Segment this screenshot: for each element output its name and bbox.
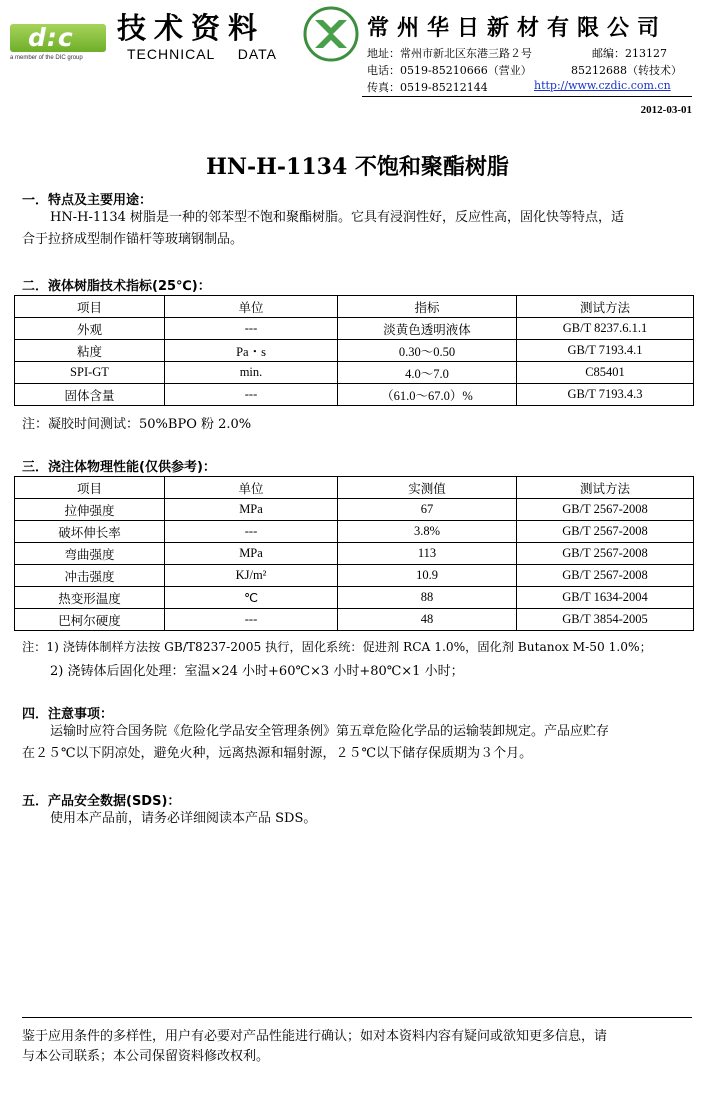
- table-cell: 弯曲强度: [15, 543, 165, 565]
- section5-text-line1: 使用本产品前，请务必详细阅读本产品 SDS。: [50, 811, 317, 826]
- doc-type-en: TECHNICAL DATA: [127, 46, 277, 62]
- section4-text-line1: 运输时应符合国务院《危险化学品安全管理条例》第五章危险化学品的运输装卸规定。产品应贮存: [50, 724, 610, 739]
- table-row: [15, 587, 694, 609]
- product-title: HN-H-1134 不饱和聚酯树脂: [206, 154, 509, 180]
- doc-type-cn: 技术资料: [117, 11, 266, 45]
- table-cell: KJ/m²: [165, 565, 338, 587]
- table-cell: 67: [338, 499, 517, 521]
- table-cell: ---: [165, 521, 338, 543]
- table-header-cell: 指标: [338, 296, 517, 318]
- table-cell: 冲击强度: [15, 565, 165, 587]
- table-cell: 固体含量: [15, 384, 165, 406]
- table-cell: GB/T 2567-2008: [517, 521, 694, 543]
- table-cell: GB/T 7193.4.3: [517, 384, 694, 406]
- company-address: 地址：常州市新北区东港三路２号: [367, 47, 532, 60]
- company-postcode: 邮编：213127: [592, 47, 667, 60]
- table-cell: GB/T 8237.6.1.1: [517, 318, 694, 340]
- table-row: [15, 499, 694, 521]
- table-cell: 热变形温度: [15, 587, 165, 609]
- footer-disclaimer-line1: 鉴于应用条件的多样性，用户有必要对产品性能进行确认；如对本资料内容有疑问或欲知更多信息，请: [22, 1029, 608, 1044]
- footer-divider: [22, 1017, 692, 1018]
- table-row: [15, 565, 694, 587]
- table-cell: Pa・s: [165, 340, 338, 362]
- table-row: [15, 362, 694, 384]
- table-cell: （61.0～67.0）%: [338, 384, 517, 406]
- section4-heading: 四．注意事项：: [22, 707, 114, 722]
- table-cell: 4.0～7.0: [338, 362, 517, 384]
- dic-logo-text: d:c: [28, 23, 74, 52]
- table-cell: 破坏伸长率: [15, 521, 165, 543]
- section2-note: 注：凝胶时间测试：50%BPO 粉 2.0%: [22, 417, 252, 432]
- table-header-cell: 项目: [15, 296, 165, 318]
- table-cell: 88: [338, 587, 517, 609]
- table-cell: 3.8%: [338, 521, 517, 543]
- table-cell: 外观: [15, 318, 165, 340]
- table-cell: ---: [165, 318, 338, 340]
- casting-properties-table: [14, 476, 694, 631]
- logo-tagline: a member of the DIC group: [10, 55, 83, 61]
- table-cell: MPa: [165, 543, 338, 565]
- header-divider: [362, 96, 692, 97]
- section2-heading: 二．液体树脂技术指标(25℃)：: [22, 279, 211, 294]
- section3-note2: 2) 浇铸体后固化处理：室温×24 小时+60℃×3 小时+80℃×1 小时；: [50, 664, 464, 679]
- table-row: [15, 521, 694, 543]
- table-cell: 10.9: [338, 565, 517, 587]
- table-row: [15, 384, 694, 406]
- company-phone: 电话：0519-85210666（营业）: [367, 64, 532, 77]
- table-cell: GB/T 2567-2008: [517, 543, 694, 565]
- table-header-row: [15, 296, 694, 318]
- document-date: 2012-03-01: [640, 104, 692, 116]
- table-cell: ℃: [165, 587, 338, 609]
- company-phone-tech: 85212688（转技术）: [571, 64, 682, 77]
- section1-heading: 一．特点及主要用途：: [22, 193, 153, 208]
- table-cell: ---: [165, 384, 338, 406]
- table-cell: GB/T 1634-2004: [517, 587, 694, 609]
- liquid-resin-spec-table: [14, 295, 694, 406]
- section3-heading: 三．浇注体物理性能(仅供参考)：: [22, 460, 216, 475]
- table-cell: 48: [338, 609, 517, 631]
- table-cell: MPa: [165, 499, 338, 521]
- table-cell: 淡黄色透明液体: [338, 318, 517, 340]
- table-cell: 粘度: [15, 340, 165, 362]
- section1-text-line1: HN-H-1134 树脂是一种的邻苯型不饱和聚酯树脂。它具有浸润性好，反应性高，固化快等特点，适: [50, 210, 625, 225]
- table-row: [15, 543, 694, 565]
- table-header-row: [15, 477, 694, 499]
- table-cell: GB/T 2567-2008: [517, 499, 694, 521]
- table-cell: 0.30～0.50: [338, 340, 517, 362]
- section1-text-line2: 合于拉挤成型制作锚杆等玻璃钢制品。: [22, 232, 244, 247]
- table-cell: C85401: [517, 362, 694, 384]
- company-emblem-icon: [303, 6, 359, 62]
- table-row: [15, 609, 694, 631]
- table-cell: ---: [165, 609, 338, 631]
- section4-text-line2: 在２５℃以下阴凉处，避免火种，远离热源和辐射源，２５℃以下储存保质期为３个月。: [22, 746, 533, 761]
- table-row: [15, 318, 694, 340]
- table-header-cell: 单位: [165, 477, 338, 499]
- table-cell: 巴柯尔硬度: [15, 609, 165, 631]
- table-cell: GB/T 7193.4.1: [517, 340, 694, 362]
- table-cell: 拉伸强度: [15, 499, 165, 521]
- table-header-cell: 测试方法: [517, 477, 694, 499]
- company-website-link[interactable]: http://www.czdic.com.cn: [534, 79, 671, 92]
- company-fax: 传真：0519-85212144: [367, 81, 488, 94]
- table-header-cell: 实测值: [338, 477, 517, 499]
- table-header-cell: 项目: [15, 477, 165, 499]
- table-header-cell: 单位: [165, 296, 338, 318]
- section5-heading: 五．产品安全数据(SDS)：: [22, 794, 181, 809]
- table-cell: GB/T 3854-2005: [517, 609, 694, 631]
- table-header-cell: 测试方法: [517, 296, 694, 318]
- footer-disclaimer-line2: 与本公司联系；本公司保留资料修改权利。: [22, 1049, 270, 1064]
- table-row: [15, 340, 694, 362]
- table-cell: GB/T 2567-2008: [517, 565, 694, 587]
- table-cell: min.: [165, 362, 338, 384]
- section3-note1: 注：1) 浇铸体制样方法按 GB/T8237-2005 执行，固化系统：促进剂 RCA 1.0%，固化剂 Butanox M-50 1.0%；: [22, 640, 652, 654]
- company-name: 常州华日新材有限公司: [367, 16, 668, 41]
- table-cell: 113: [338, 543, 517, 565]
- table-cell: SPI-GT: [15, 362, 165, 384]
